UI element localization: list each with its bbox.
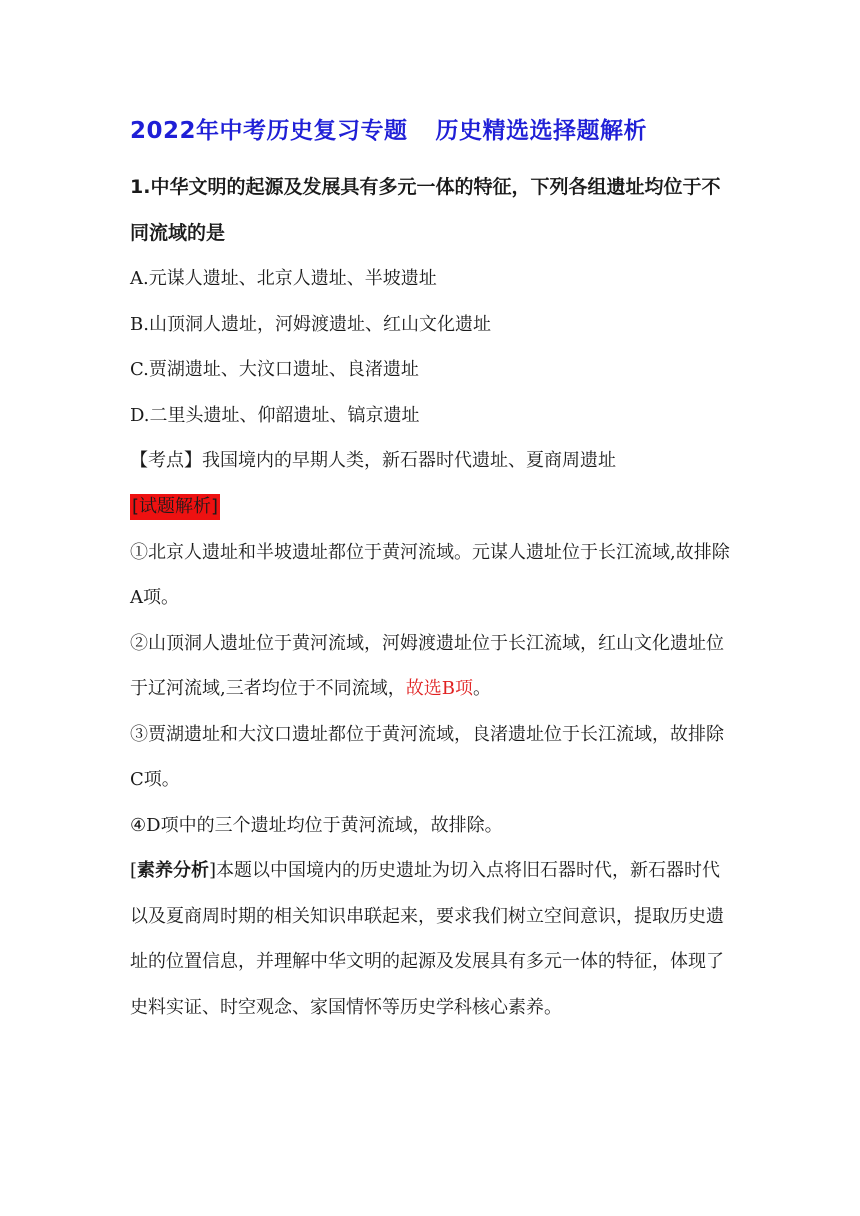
question-stem: 1.中华文明的起源及发展具有多元一体的特征，下列各组遗址均位于不同流域的是: [130, 176, 721, 244]
option-c: C.贾湖遗址、大汶口遗址、良渚遗址: [130, 359, 419, 380]
option-a: A.元谋人遗址、北京人遗址、半坡遗址: [130, 268, 437, 289]
title-part-1: 2022年中考历史复习专题: [130, 118, 408, 144]
analysis-paragraph-1: ①北京人遗址和半坡遗址都位于黄河流域。元谋人遗址位于长江流域,故排除A项。: [130, 541, 730, 608]
literacy-text: 本题以中国境内的历史遗址为切入点将旧石器时代，新石器时代以及夏商周时期的相关知识串联起来，要求我们树立空间意识，提取历史遗址的位置信息，并理解中华文明的起源及发展具有多元一体的特征，体现了史料实证、时空观念、家国情怀等历史学科核心素养。: [130, 860, 724, 1018]
kaodian-line: 【考点】我国境内的早期人类，新石器时代遗址、夏商周遗址: [130, 450, 616, 471]
analysis-tag: [试题解析]: [130, 494, 220, 520]
literacy-tag-open: [: [130, 860, 138, 881]
document-title: [130, 112, 647, 145]
analysis-paragraph-2-text: ②山顶洞人遗址位于黄河流域，河姆渡遗址位于长江流域，红山文化遗址位于辽河流域,三者均位于不同流域，: [130, 632, 724, 699]
analysis-paragraph-2: [130, 621, 730, 712]
literacy-tag-close: ]: [209, 860, 217, 881]
analysis-paragraph-2-end: 。: [472, 678, 491, 699]
analysis-paragraph-4: ④D项中的三个遗址均位于黄河流域，故排除。: [130, 814, 503, 836]
literacy-paragraph: [130, 848, 730, 1030]
document-body: [130, 165, 730, 1030]
answer-highlight: 故选B项: [405, 678, 473, 699]
title-part-2: 历史精选选择题解析: [435, 118, 648, 144]
analysis-tag-line: [130, 484, 730, 530]
analysis-paragraph-3: ③贾湖遗址和大汶口遗址都位于黄河流域，良渚遗址位于长江流域，故排除C项。: [130, 723, 724, 790]
literacy-tag-label: 素养分析: [137, 860, 210, 881]
option-d: D.二里头遗址、仰韶遗址、镐京遗址: [130, 404, 420, 426]
option-b: B.山顶洞人遗址，河姆渡遗址、红山文化遗址: [130, 313, 491, 335]
